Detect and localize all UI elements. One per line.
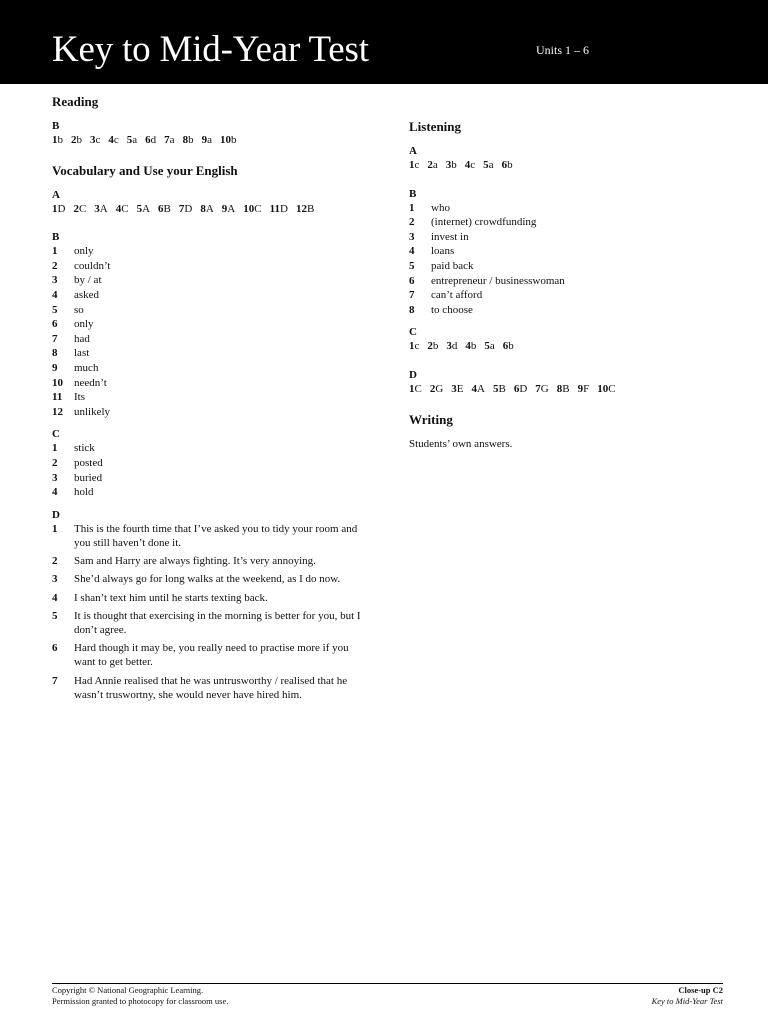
permission-text: Permission granted to photocopy for classroom use. <box>52 996 229 1006</box>
answer-value: c <box>113 134 119 146</box>
answer-item <box>514 383 527 395</box>
answer-number: 4 <box>465 340 471 353</box>
answer-number: 7 <box>164 134 170 146</box>
item-text: invest in <box>431 230 469 243</box>
answer-item <box>484 340 494 352</box>
item-text: She’d always go for long walks at the weekend, as I do now. <box>74 573 341 586</box>
item-number: 2 <box>52 259 58 272</box>
list-item <box>409 244 729 259</box>
answer-number: 2 <box>427 159 433 171</box>
answer-number: 6 <box>502 340 509 353</box>
list-item <box>409 259 729 274</box>
item-text: Its <box>74 391 85 404</box>
list-item <box>52 471 370 486</box>
item-text: much <box>74 361 99 374</box>
answer-item <box>472 383 485 395</box>
answer-item <box>296 203 314 215</box>
item-number: 4 <box>52 288 58 301</box>
item-number: 1 <box>52 442 58 455</box>
answer-number: 5 <box>483 159 489 171</box>
item-text: Sam and Harry are always fighting. It’s very annoying. <box>74 555 316 568</box>
item-number: 5 <box>52 303 58 316</box>
answer-value: b <box>432 340 439 353</box>
item-text: asked <box>74 288 100 301</box>
item-number: 6 <box>52 642 58 655</box>
listening-heading: Listening <box>409 119 462 134</box>
answer-number: 1 <box>409 159 415 171</box>
answer-number: 8 <box>182 134 189 146</box>
item-number: 4 <box>52 591 58 604</box>
item-text: couldn’t <box>74 259 111 272</box>
answer-value: G <box>540 382 549 395</box>
answer-item <box>52 203 65 215</box>
answer-number: 7 <box>178 202 185 215</box>
list-item <box>52 572 370 586</box>
item-text: Hard though it may be, you really need to practise more if you want to get better. <box>74 642 349 669</box>
footer-copyright <box>52 985 228 1007</box>
list-item <box>52 361 370 376</box>
list-item <box>52 522 370 550</box>
answer-item <box>557 383 570 395</box>
answer-number: 1 <box>52 202 58 215</box>
answer-number: 10 <box>219 134 231 146</box>
vocabulary-c-list <box>52 441 370 499</box>
item-number: 3 <box>409 230 415 243</box>
answer-item <box>483 159 493 171</box>
item-text: to choose <box>431 303 473 316</box>
listening-b-label: B <box>409 187 417 200</box>
answer-value: b <box>76 134 82 146</box>
answer-item <box>430 383 443 395</box>
answer-value: c <box>470 159 476 171</box>
item-text: only <box>74 245 94 258</box>
answer-item <box>578 383 590 395</box>
item-number: 5 <box>52 609 58 622</box>
answer-number: 8 <box>556 382 563 395</box>
right-column <box>409 118 729 451</box>
reading-b-label: B <box>52 120 60 132</box>
item-text: last <box>74 347 90 360</box>
item-number: 2 <box>52 456 58 469</box>
answer-value: C <box>121 202 129 215</box>
item-number: 1 <box>409 201 415 214</box>
answer-item <box>71 134 82 146</box>
list-item <box>52 591 370 605</box>
vocabulary-d-label: D <box>52 508 60 521</box>
answer-item <box>409 159 419 171</box>
document-title: Key to Mid-Year Test <box>651 996 723 1006</box>
answer-number: 5 <box>492 382 499 395</box>
answer-item <box>446 159 457 171</box>
answer-number: 10 <box>597 382 609 395</box>
answer-value: E <box>456 382 464 395</box>
item-number: 3 <box>52 573 58 586</box>
answer-value: B <box>562 382 570 395</box>
item-text: hold <box>74 486 94 499</box>
answer-value: c <box>414 159 420 171</box>
answer-value: a <box>488 159 494 171</box>
answer-value: A <box>227 202 236 215</box>
answer-number: 6 <box>145 134 151 146</box>
list-item <box>52 405 370 420</box>
answer-number: 2 <box>71 134 77 146</box>
item-text: only <box>74 318 94 331</box>
answer-number: 2 <box>73 202 79 215</box>
answer-value: B <box>163 202 171 215</box>
list-item <box>52 273 370 288</box>
vocabulary-heading: Vocabulary and Use your English <box>52 162 238 178</box>
list-item <box>52 346 370 361</box>
answer-value: b <box>507 159 513 171</box>
item-text: I shan’t text him until he starts texting back. <box>74 591 268 604</box>
answer-value: D <box>184 202 193 215</box>
answer-item <box>158 203 171 215</box>
answer-value: A <box>99 202 108 215</box>
item-number: 2 <box>52 555 58 568</box>
answer-value: a <box>489 340 495 353</box>
item-text: paid back <box>431 259 474 272</box>
answer-number: 5 <box>126 134 133 146</box>
answer-item <box>94 203 107 215</box>
item-number: 3 <box>52 471 58 484</box>
answer-number: 3 <box>90 134 96 146</box>
answer-item <box>200 203 213 215</box>
list-item <box>52 441 370 456</box>
list-item <box>52 641 370 669</box>
listening-a-answers <box>409 158 729 173</box>
listening-d-answers <box>409 382 729 397</box>
reading-heading: Reading <box>52 94 99 109</box>
item-number: 5 <box>409 259 415 272</box>
item-text: It is thought that exercising in the morning is better for you, but I don’t agree. <box>74 609 361 636</box>
vocabulary-c-label: C <box>52 428 60 441</box>
answer-value: C <box>254 202 262 215</box>
item-number: 1 <box>52 522 58 535</box>
units-label: Units 1 – 6 <box>536 43 590 57</box>
listening-a-label: A <box>409 145 417 157</box>
answer-item <box>137 203 150 215</box>
answer-value: a <box>207 134 212 146</box>
answer-value: b <box>508 340 514 353</box>
answer-value: d <box>451 340 458 353</box>
answer-item <box>220 134 237 146</box>
listening-c-answers <box>409 339 729 354</box>
answer-item <box>451 383 463 395</box>
reading-b-answers <box>52 133 370 148</box>
answer-value: G <box>435 382 444 395</box>
item-text: can’t afford <box>431 289 483 302</box>
answer-number: 4 <box>464 159 471 171</box>
item-number: 3 <box>52 274 58 287</box>
answer-item <box>503 340 514 352</box>
list-item <box>52 332 370 347</box>
answer-value: b <box>230 134 237 146</box>
list-item <box>409 215 729 230</box>
footer-book-info <box>652 985 723 1007</box>
answer-value: c <box>95 134 101 146</box>
item-text: (internet) crowdfunding <box>431 216 537 229</box>
list-item <box>52 376 370 391</box>
answer-value: F <box>583 382 590 395</box>
item-number: 11 <box>52 391 63 404</box>
answer-number: 3 <box>445 159 452 171</box>
answer-value: D <box>519 382 528 395</box>
vocabulary-a-answers <box>52 202 370 217</box>
vocabulary-a-label: A <box>52 188 60 201</box>
list-item <box>409 288 729 303</box>
item-text: entrepreneur / businesswoman <box>431 274 565 287</box>
list-item <box>409 201 729 216</box>
answer-number: 3 <box>94 202 100 215</box>
answer-item <box>597 383 615 395</box>
answer-number: 11 <box>269 202 280 215</box>
item-number: 8 <box>52 347 58 360</box>
item-number: 8 <box>409 303 415 316</box>
answer-number: 9 <box>577 382 584 395</box>
vocabulary-d-list <box>52 522 370 702</box>
list-item <box>52 554 370 568</box>
answer-value: B <box>498 382 506 395</box>
answer-number: 6 <box>513 382 520 395</box>
answer-item <box>90 134 100 146</box>
answer-item <box>409 383 422 395</box>
item-number: 7 <box>409 289 415 302</box>
answer-number: 12 <box>295 202 307 215</box>
vocabulary-b-list <box>52 244 370 419</box>
answer-item <box>108 134 118 146</box>
item-number: 2 <box>409 216 415 229</box>
answer-number: 4 <box>115 202 122 215</box>
vocabulary-b-label: B <box>52 231 60 244</box>
answer-value: B <box>306 202 315 215</box>
item-number: 6 <box>52 318 58 331</box>
list-item <box>52 244 370 259</box>
answer-value: C <box>608 382 616 395</box>
answer-number: 5 <box>136 202 143 215</box>
item-text: loans <box>431 245 455 258</box>
answer-value: c <box>414 340 420 353</box>
list-item <box>52 390 370 405</box>
answer-value: b <box>451 159 457 171</box>
item-text: This is the fourth time that I’ve asked you to tidy your room and you still haven’t done it. <box>74 522 358 549</box>
answer-item <box>222 203 235 215</box>
footer-divider <box>52 983 723 984</box>
item-text: by / at <box>74 274 102 287</box>
list-item <box>52 456 370 471</box>
answer-value: a <box>169 134 175 146</box>
list-item <box>409 274 729 289</box>
answer-item <box>535 383 548 395</box>
answer-value: C <box>78 202 87 215</box>
item-number: 12 <box>52 405 63 418</box>
page-header <box>0 0 768 84</box>
answer-value: b <box>470 340 477 353</box>
answer-number: 1 <box>409 382 415 395</box>
item-number: 7 <box>52 332 58 345</box>
listening-b-list <box>409 201 729 318</box>
item-number: 4 <box>52 486 58 499</box>
answer-value: A <box>477 382 485 395</box>
answer-number: 3 <box>451 382 457 395</box>
answer-number: 4 <box>471 382 478 395</box>
answer-item <box>116 203 129 215</box>
answer-number: 7 <box>535 382 541 395</box>
answer-item <box>427 340 438 352</box>
answer-number: 6 <box>501 159 508 171</box>
answer-value: a <box>432 159 438 171</box>
answer-item <box>270 203 288 215</box>
item-number: 1 <box>52 245 58 258</box>
answer-number: 3 <box>446 340 452 353</box>
answer-item <box>502 159 513 171</box>
answer-number: 8 <box>200 202 206 215</box>
answer-value: b <box>188 134 194 146</box>
list-item <box>409 303 729 318</box>
answer-item <box>164 134 174 146</box>
answer-number: 6 <box>158 202 164 215</box>
answer-item <box>465 340 476 352</box>
answer-number: 1 <box>409 340 415 353</box>
item-text: stick <box>74 442 95 455</box>
answer-item <box>183 134 194 146</box>
list-item <box>52 674 370 702</box>
answer-item <box>493 383 506 395</box>
writing-heading: Writing <box>409 411 453 427</box>
item-number: 9 <box>52 361 58 374</box>
list-item <box>52 259 370 274</box>
list-item <box>52 303 370 318</box>
answer-number: 1 <box>52 134 58 146</box>
page-title: Key to Mid-Year Test <box>52 29 369 70</box>
answer-item <box>409 340 419 352</box>
answer-number: 9 <box>201 134 208 146</box>
item-text: who <box>431 201 450 214</box>
writing-text: Students’ own answers. <box>409 437 513 450</box>
item-text: needn’t <box>74 376 107 389</box>
answer-item <box>446 340 457 352</box>
item-number: 10 <box>52 376 63 389</box>
copyright-text: Copyright © National Geographic Learning. <box>52 985 204 995</box>
answer-number: 2 <box>427 340 433 353</box>
answer-value: A <box>205 202 214 215</box>
item-number: 7 <box>52 674 58 687</box>
listening-d-label: D <box>409 368 417 381</box>
item-text: Had Annie realised that he was untrusworthy / realised that he wasn’t truswortny, she would never have hired him. <box>74 674 348 701</box>
list-item <box>52 485 370 500</box>
answer-number: 10 <box>243 202 255 215</box>
answer-value: D <box>280 202 288 215</box>
answer-number: 5 <box>484 340 490 353</box>
item-number: 6 <box>409 274 415 287</box>
book-title: Close-up C2 <box>678 985 723 995</box>
answer-item <box>179 203 192 215</box>
item-number: 4 <box>409 245 415 258</box>
answer-item <box>145 134 156 146</box>
answer-number: 9 <box>221 202 228 215</box>
left-column <box>52 93 370 710</box>
answer-value: D <box>57 202 66 215</box>
answer-item <box>427 159 437 171</box>
answer-value: A <box>142 202 151 215</box>
answer-item <box>465 159 475 171</box>
answer-item <box>52 134 63 146</box>
item-text: posted <box>74 456 103 469</box>
list-item <box>52 609 370 637</box>
listening-c-label: C <box>409 326 417 339</box>
answer-value: a <box>132 134 138 146</box>
list-item <box>409 230 729 245</box>
item-text: so <box>74 303 84 316</box>
item-text: unlikely <box>74 405 111 418</box>
item-text: buried <box>74 471 103 484</box>
list-item <box>52 288 370 303</box>
answer-item <box>202 134 212 146</box>
answer-item <box>73 203 86 215</box>
answer-value: b <box>57 134 63 146</box>
answer-item <box>127 134 137 146</box>
answer-value: C <box>414 382 422 395</box>
list-item <box>52 317 370 332</box>
answer-number: 2 <box>429 382 436 395</box>
answer-number: 4 <box>108 134 114 146</box>
answer-value: d <box>150 134 157 146</box>
answer-item <box>243 203 261 215</box>
item-text: had <box>74 332 90 345</box>
